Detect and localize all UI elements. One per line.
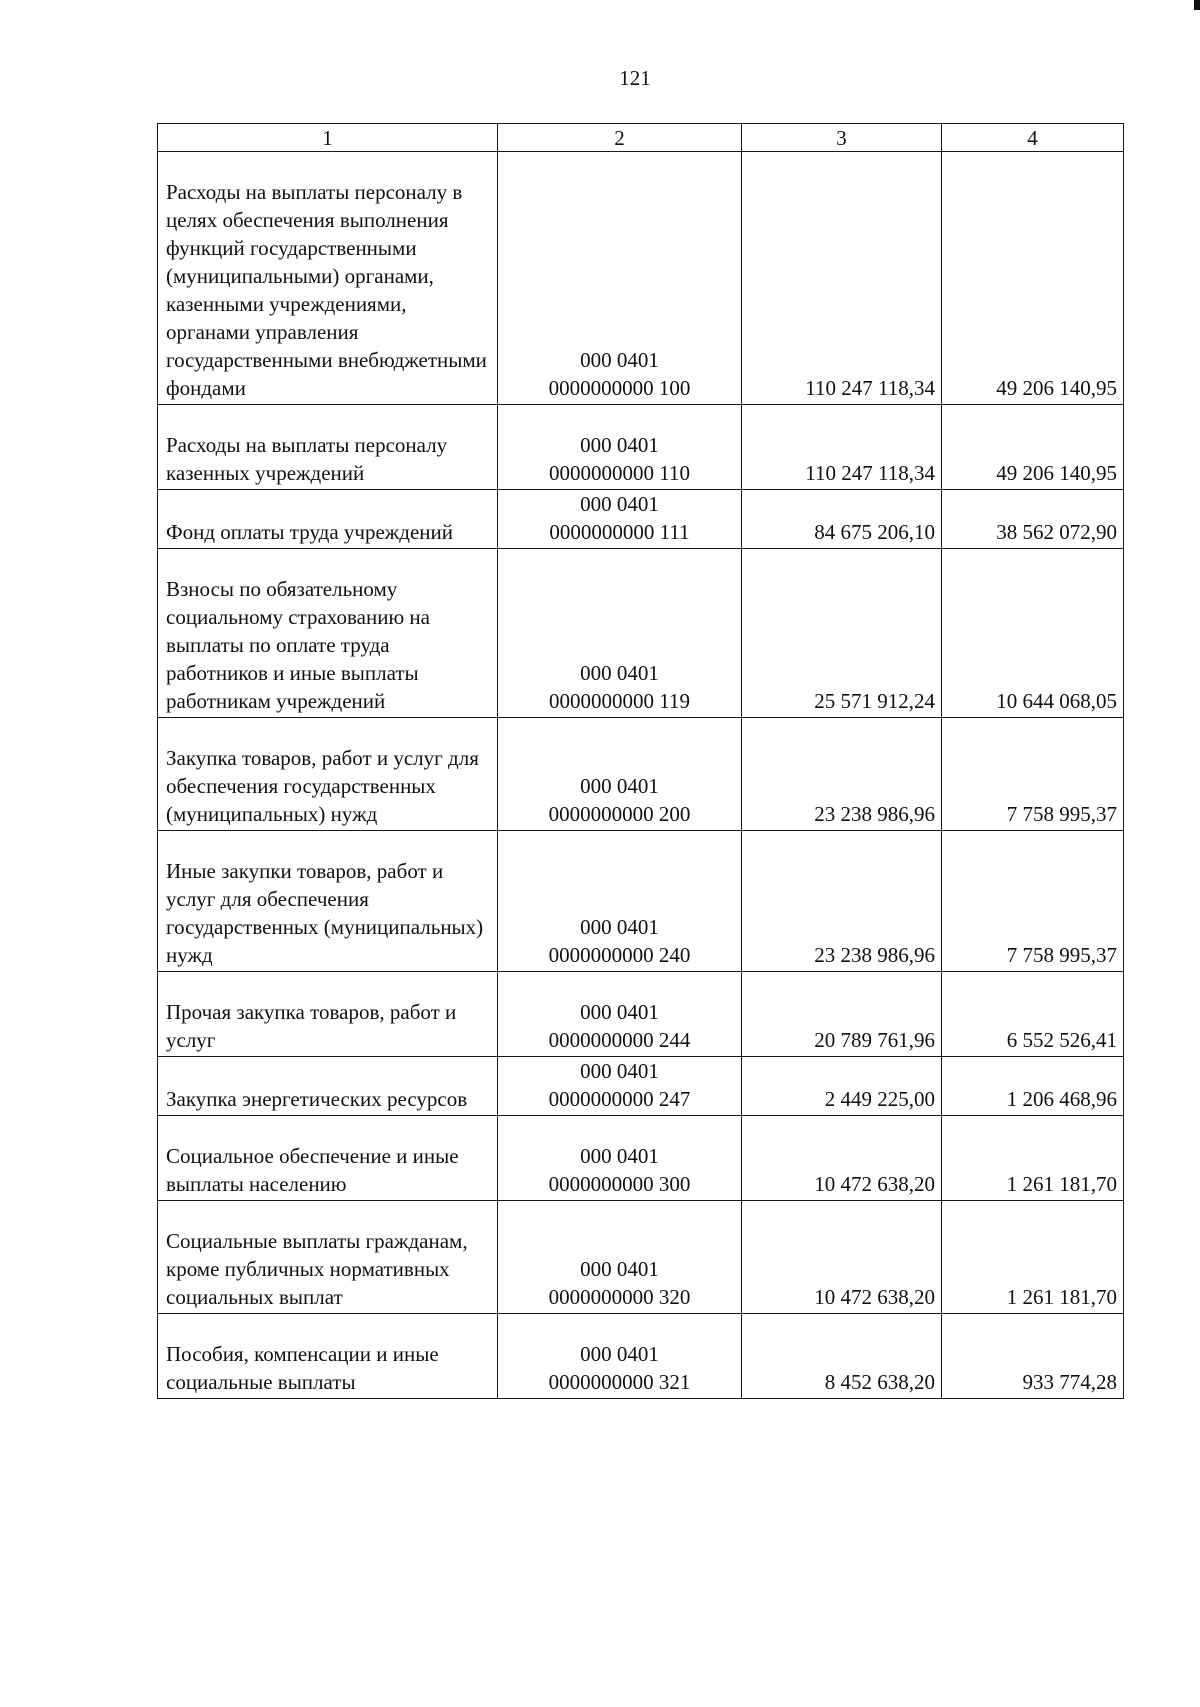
expense-name: Взносы по обязательному социальному страхованию на выплаты по оплате труда работников и иные выплаты работникам учреждений xyxy=(158,549,498,718)
expense-name: Пособия, компенсации и иные социальные выплаты xyxy=(158,1314,498,1399)
budget-code: 000 0401 0000000000 119 xyxy=(498,549,742,718)
expense-name: Социальные выплаты гражданам, кроме публичных нормативных социальных выплат xyxy=(158,1201,498,1314)
column-header-2: 2 xyxy=(498,124,742,152)
budget-code: 000 0401 0000000000 300 xyxy=(498,1116,742,1201)
budget-code: 000 0401 0000000000 320 xyxy=(498,1201,742,1314)
amount-column-4: 1 261 181,70 xyxy=(942,1201,1124,1314)
expense-name: Расходы на выплаты персоналу казенных учреждений xyxy=(158,405,498,490)
table-row xyxy=(158,1116,1124,1201)
table-row xyxy=(158,1057,1124,1116)
table-row xyxy=(158,1314,1124,1399)
column-header-4: 4 xyxy=(942,124,1124,152)
amount-column-3: 23 238 986,96 xyxy=(742,831,942,972)
amount-column-4: 1 206 468,96 xyxy=(942,1057,1124,1116)
table-row xyxy=(158,549,1124,718)
amount-column-3: 23 238 986,96 xyxy=(742,718,942,831)
table-row xyxy=(158,831,1124,972)
table-row xyxy=(158,490,1124,549)
amount-column-3: 25 571 912,24 xyxy=(742,549,942,718)
amount-column-3: 10 472 638,20 xyxy=(742,1201,942,1314)
column-header-3: 3 xyxy=(742,124,942,152)
amount-column-3: 110 247 118,34 xyxy=(742,152,942,405)
amount-column-3: 2 449 225,00 xyxy=(742,1057,942,1116)
amount-column-4: 7 758 995,37 xyxy=(942,718,1124,831)
amount-column-4: 933 774,28 xyxy=(942,1314,1124,1399)
budget-code: 000 0401 0000000000 321 xyxy=(498,1314,742,1399)
scan-corner-mark xyxy=(1194,0,1200,10)
amount-column-4: 1 261 181,70 xyxy=(942,1116,1124,1201)
expense-name: Фонд оплаты труда учреждений xyxy=(158,490,498,549)
amount-column-3: 110 247 118,34 xyxy=(742,405,942,490)
table-row xyxy=(158,972,1124,1057)
amount-column-3: 8 452 638,20 xyxy=(742,1314,942,1399)
budget-code: 000 0401 0000000000 100 xyxy=(498,152,742,405)
amount-column-4: 7 758 995,37 xyxy=(942,831,1124,972)
amount-column-4: 10 644 068,05 xyxy=(942,549,1124,718)
expense-name: Социальное обеспечение и иные выплаты населению xyxy=(158,1116,498,1201)
expense-name: Закупка товаров, работ и услуг для обеспечения государственных (муниципальных) нужд xyxy=(158,718,498,831)
expense-name: Прочая закупка товаров, работ и услуг xyxy=(158,972,498,1057)
amount-column-4: 49 206 140,95 xyxy=(942,152,1124,405)
table-row xyxy=(158,405,1124,490)
amount-column-4: 49 206 140,95 xyxy=(942,405,1124,490)
expense-name: Расходы на выплаты персоналу в целях обеспечения выполнения функций государственными (муниципальными) органами, казенными учреждениями, органами управления государственными внебюджетными фондами xyxy=(158,152,498,405)
expense-name: Закупка энергетических ресурсов xyxy=(158,1057,498,1116)
table-row xyxy=(158,152,1124,405)
table-row xyxy=(158,1201,1124,1314)
budget-code: 000 0401 0000000000 111 xyxy=(498,490,742,549)
expense-name: Иные закупки товаров, работ и услуг для обеспечения государственных (муниципальных) нужд xyxy=(158,831,498,972)
amount-column-4: 6 552 526,41 xyxy=(942,972,1124,1057)
budget-code: 000 0401 0000000000 244 xyxy=(498,972,742,1057)
budget-code: 000 0401 0000000000 200 xyxy=(498,718,742,831)
amount-column-3: 84 675 206,10 xyxy=(742,490,942,549)
budget-table xyxy=(157,123,1124,1399)
page-number: 121 xyxy=(619,66,651,90)
table-header-row xyxy=(158,124,1124,152)
budget-code: 000 0401 0000000000 110 xyxy=(498,405,742,490)
amount-column-3: 10 472 638,20 xyxy=(742,1116,942,1201)
amount-column-4: 38 562 072,90 xyxy=(942,490,1124,549)
budget-code: 000 0401 0000000000 240 xyxy=(498,831,742,972)
column-header-1: 1 xyxy=(158,124,498,152)
budget-code: 000 0401 0000000000 247 xyxy=(498,1057,742,1116)
amount-column-3: 20 789 761,96 xyxy=(742,972,942,1057)
table-row xyxy=(158,718,1124,831)
